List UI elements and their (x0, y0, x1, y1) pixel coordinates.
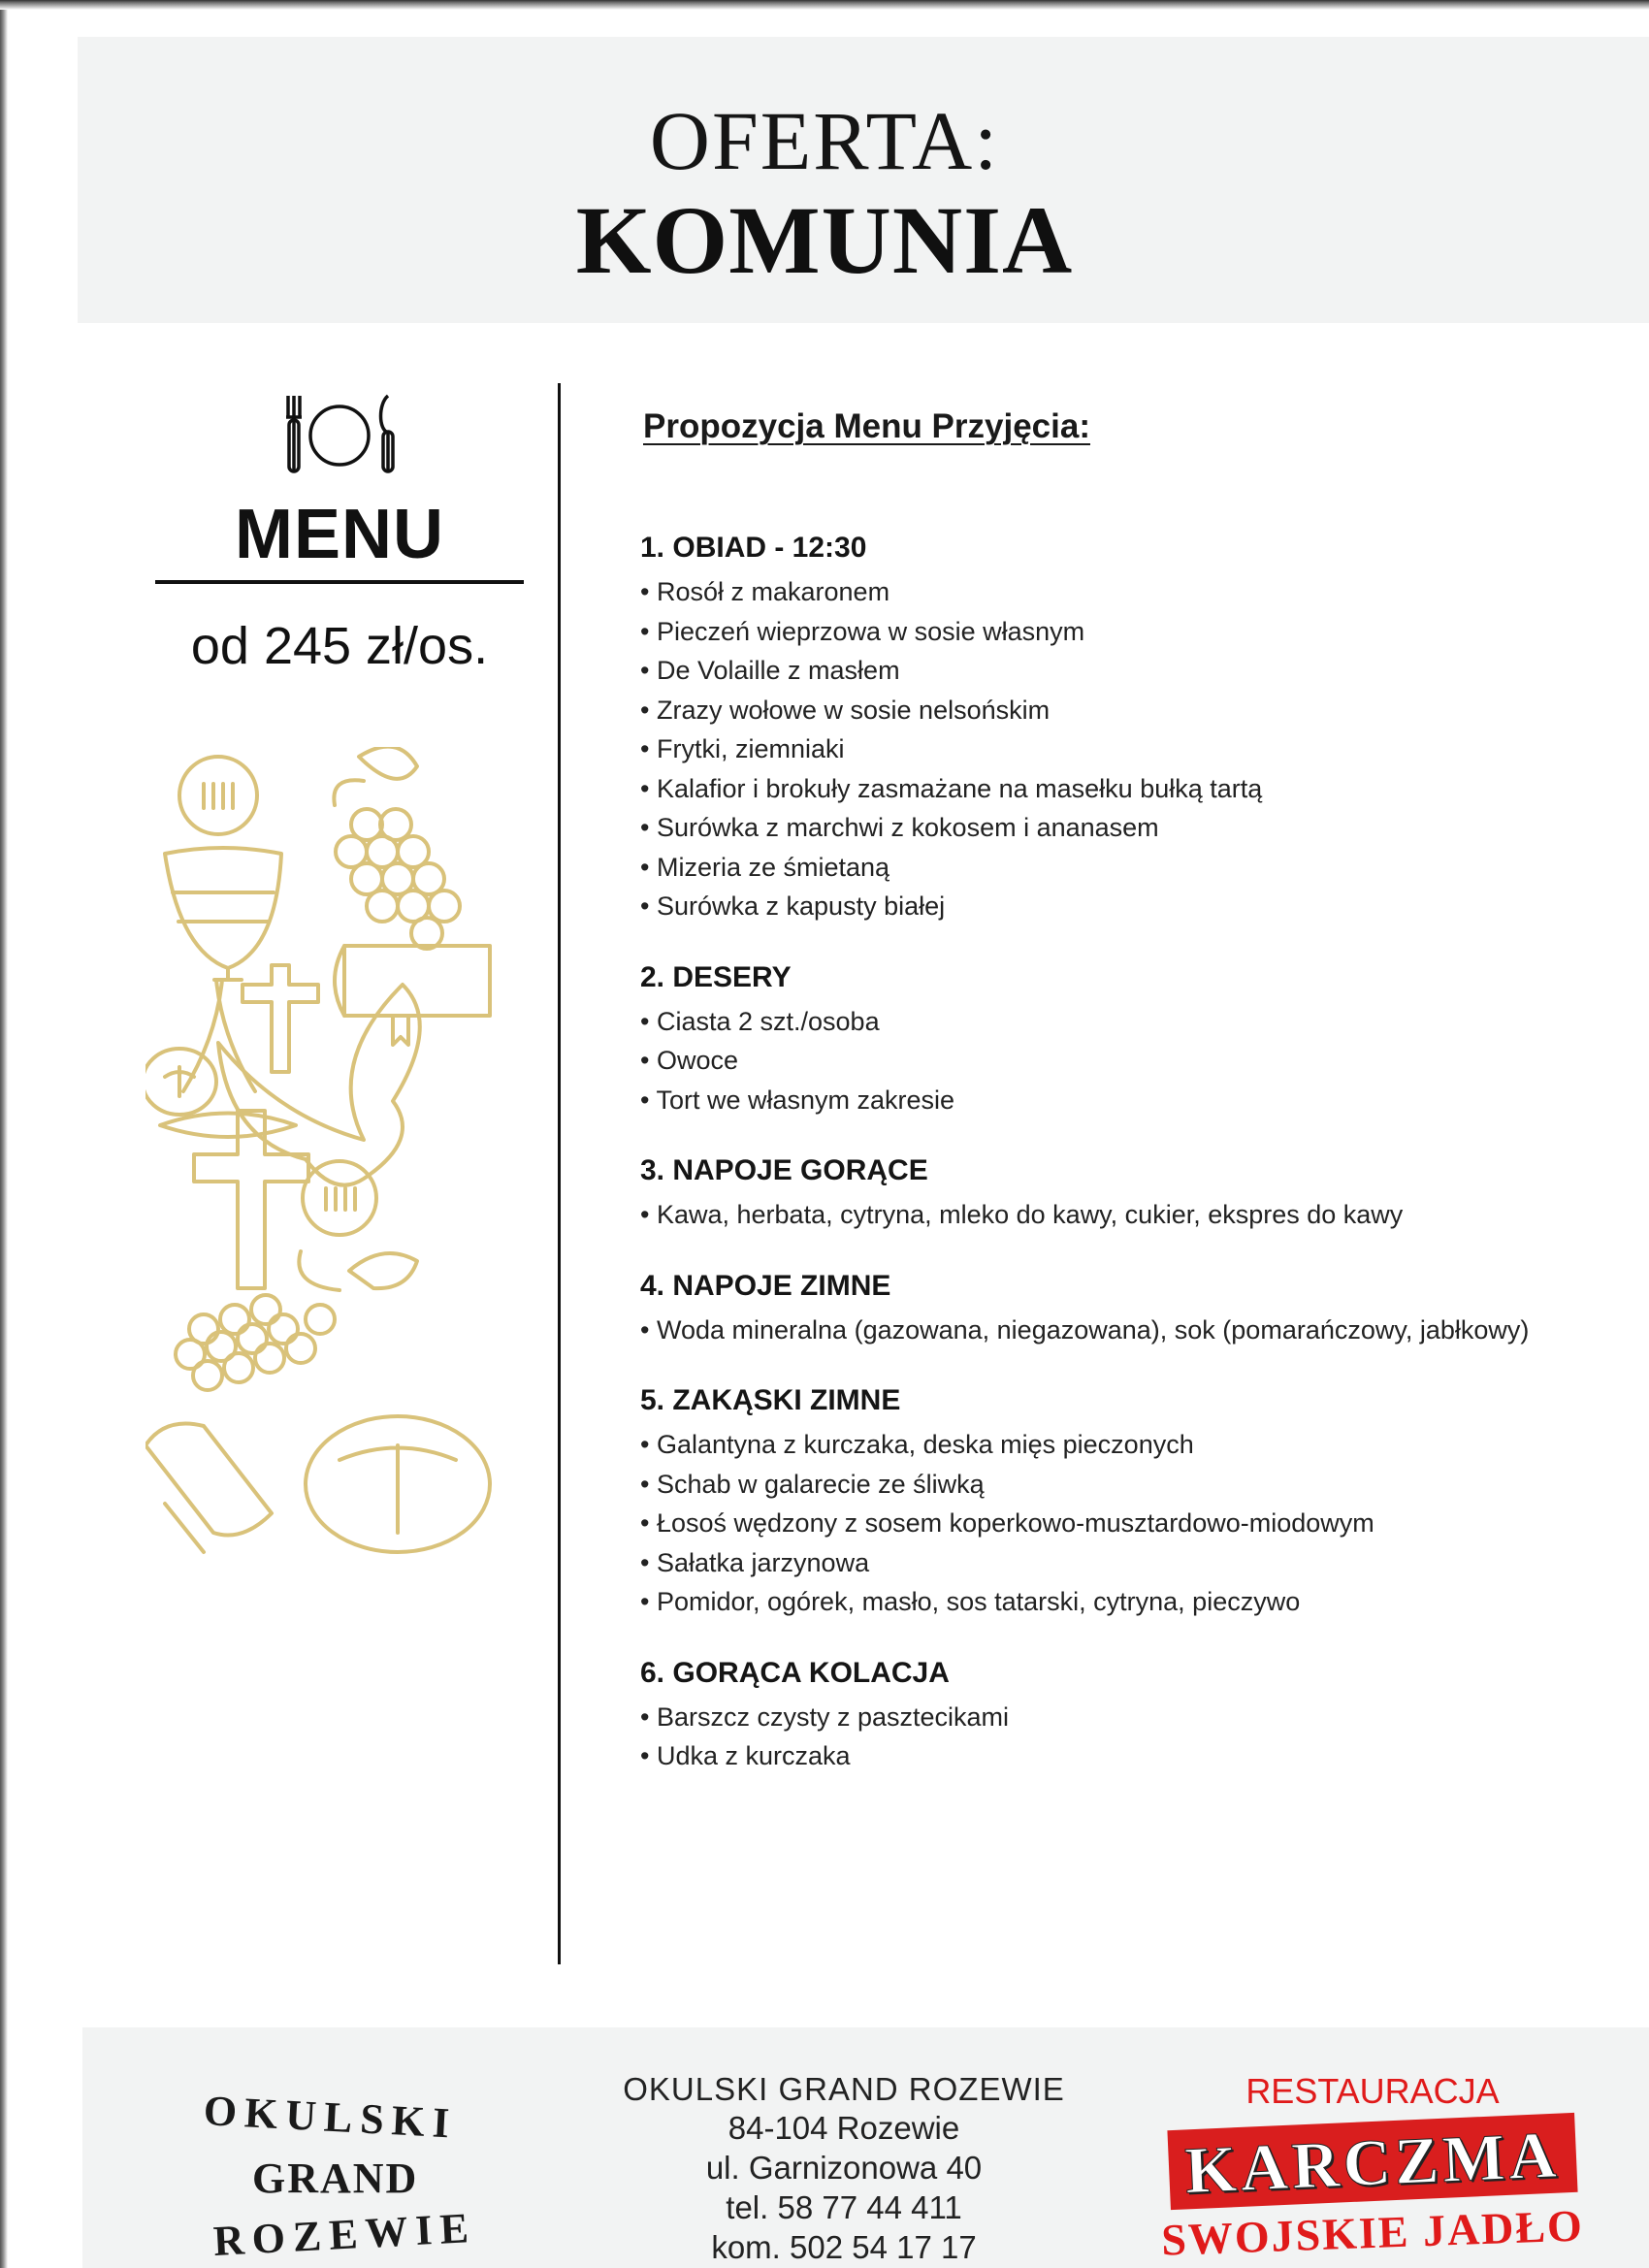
section-title: 5. ZAKĄSKI ZIMNE (640, 1384, 901, 1416)
logo-word: OKULSKI (202, 2087, 459, 2148)
menu-item: • Surówka z marchwi z kokosem i ananasem (640, 808, 1649, 848)
venue-name: OKULSKI GRAND ROZEWIE (623, 2071, 1065, 2107)
section-title: 3. NAPOJE GORĄCE (640, 1154, 928, 1186)
communion-ornaments-illustration (146, 747, 543, 1892)
menu-item: • Mizeria ze śmietaną (640, 848, 1649, 888)
address-postal: 84-104 Rozewie (728, 2110, 960, 2146)
section-title: 2. DESERY (640, 960, 792, 993)
menu-item: • Woda mineralna (gazowana, niegazowana), sok (pomarańczowy, jabłkowy) (640, 1311, 1649, 1350)
address-mobile: kom. 502 54 17 17 (711, 2229, 977, 2265)
menu-section-desery (640, 961, 1649, 1120)
contact-address (601, 2071, 1086, 2267)
menu-item: • Łosoś wędzony z sosem koperkowo-musztardowo-miodowym (640, 1504, 1649, 1543)
menu-item: • Barszcz czysty z pasztecikami (640, 1698, 1649, 1737)
plate-fork-knife-icon (276, 393, 403, 475)
menu-item: • Zrazy wołowe w sosie nelsońskim (640, 691, 1649, 730)
menu-item: • De Volaille z masłem (640, 651, 1649, 691)
section-title: 4. NAPOJE ZIMNE (640, 1269, 891, 1302)
menu-item: • Ciasta 2 szt./osoba (640, 1002, 1649, 1042)
okulski-grand-rozewie-logo (194, 2076, 485, 2265)
menu-section-napoje-zimne (640, 1270, 1649, 1350)
menu-item: • Sałatka jarzynowa (640, 1543, 1649, 1583)
logo-word: ROZEWIE (211, 2203, 478, 2265)
menu-item: • Surówka z kapusty białej (640, 887, 1649, 926)
menu-section-napoje-gorace (640, 1154, 1649, 1235)
menu-item: • Galantyna z kurczaka, deska mięs pieczonych (640, 1425, 1649, 1465)
menu-section-zakaski-zimne (640, 1384, 1649, 1622)
menu-proposal-title: Propozycja Menu Przyjęcia: (643, 407, 1090, 445)
section-title: 1. OBIAD - 12:30 (640, 532, 867, 564)
logo-word: GRAND (252, 2155, 419, 2202)
vertical-divider (558, 383, 561, 1964)
menu-divider (155, 580, 524, 584)
brand-main-text: KARCZMA (1183, 2117, 1562, 2208)
menu-item: • Tort we własnym zakresie (640, 1081, 1649, 1120)
menu-section-goraca-kolacja (640, 1657, 1649, 1776)
address-street: ul. Garnizonowa 40 (705, 2150, 983, 2186)
address-phone: tel. 58 77 44 411 (726, 2189, 962, 2225)
scan-edge (0, 0, 8, 2268)
menu-item: • Pieczeń wieprzowa w sosie własnym (640, 612, 1649, 652)
menu-item: • Schab w galarecie ze śliwką (640, 1465, 1649, 1505)
brand-top-text: RESTAURACJA (1245, 2071, 1500, 2111)
menu-section-obiad (640, 532, 1649, 926)
section-title: 6. GORĄCA KOLACJA (640, 1656, 950, 1689)
menu-item: • Rosół z makaronem (640, 572, 1649, 612)
menu-item: • Kalafior i brokuły zasmażane na masełku bułką tartą (640, 769, 1649, 809)
brand-sub-text: SWOJSKIE JADŁO (1160, 2200, 1585, 2265)
menu-item: • Udka z kurczaka (640, 1736, 1649, 1776)
menu-item: • Owoce (640, 1041, 1649, 1081)
menu-item: • Pomidor, ogórek, masło, sos tatarski, cytryna, pieczywo (640, 1582, 1649, 1622)
menu-label: MENU (235, 496, 444, 573)
title-line-2: KOMUNIA (575, 186, 1074, 294)
scan-edge-top (0, 0, 1649, 10)
menu-item: • Frytki, ziemniaki (640, 729, 1649, 769)
menu-content (640, 407, 1649, 1811)
title-line-1: OFERTA: (649, 94, 1000, 187)
karczma-brand-logo (1159, 2071, 1586, 2265)
menu-item: • Kawa, herbata, cytryna, mleko do kawy, cukier, ekspres do kawy (640, 1195, 1649, 1235)
price-per-person: od 245 zł/os. (190, 617, 489, 675)
